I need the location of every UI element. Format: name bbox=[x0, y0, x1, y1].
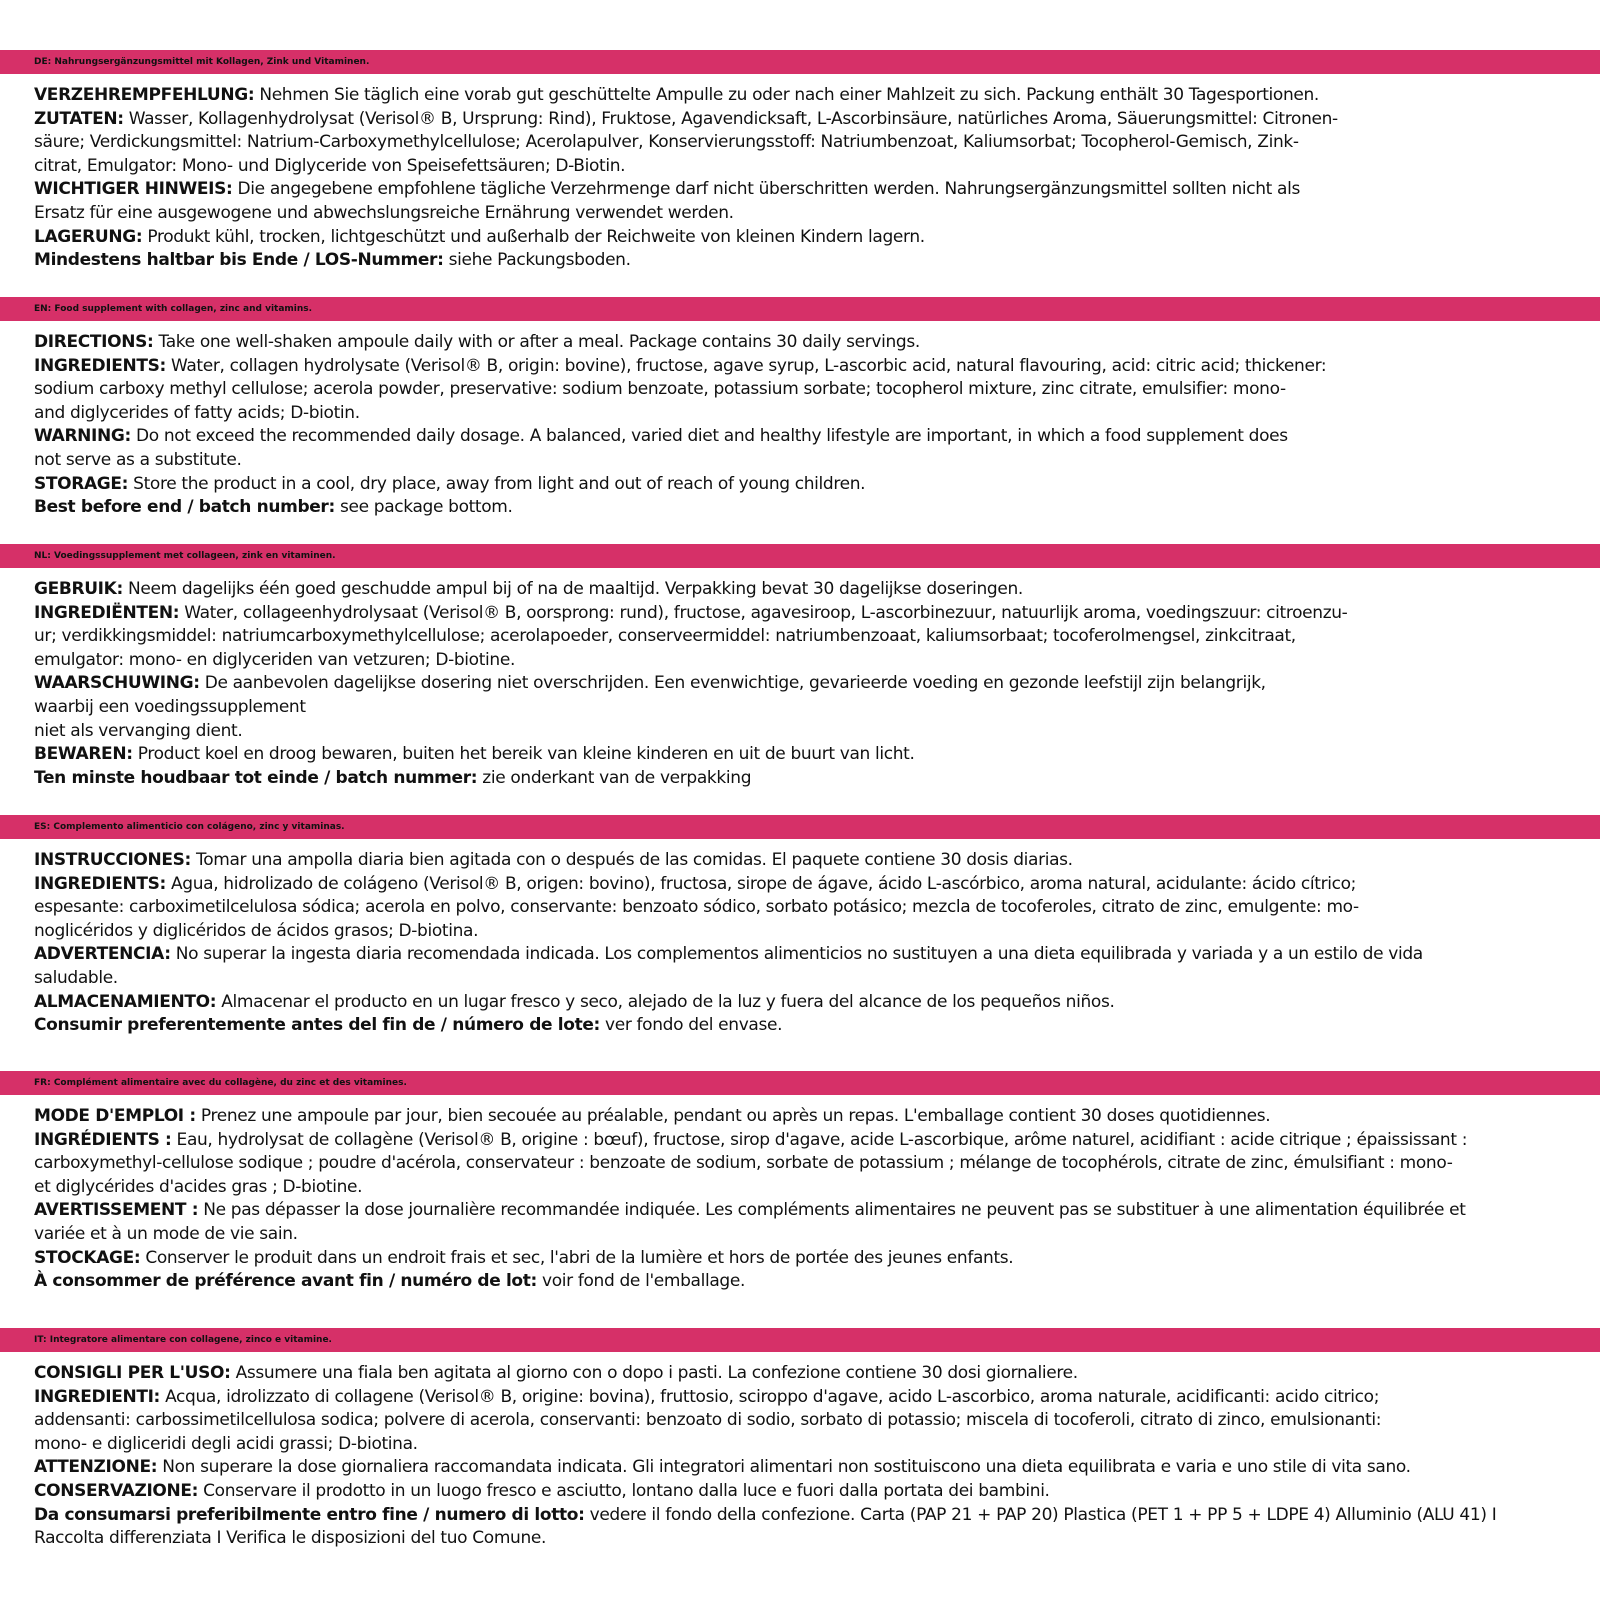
section-header-fr bbox=[0, 1071, 1600, 1095]
field-label: WARNING: bbox=[34, 426, 131, 447]
section-body-nl bbox=[0, 568, 1600, 790]
field-label: INGREDIËNTEN: bbox=[34, 602, 180, 623]
field-text: citrat, Emulgator: Mono- und Diglyceride von Speisefettsäuren; D-Biotin. bbox=[34, 155, 626, 176]
field-label: GEBRUIK: bbox=[34, 579, 123, 599]
text-line bbox=[34, 873, 1566, 897]
section-body-it bbox=[0, 1352, 1600, 1551]
field-label: MODE D'EMPLOI : bbox=[34, 1106, 196, 1126]
field-text: Product koel en droog bewaren, buiten het bereik van kleine kinderen en uit de buurt van licht. bbox=[132, 744, 915, 765]
field-text: siehe Packungsboden. bbox=[443, 250, 631, 271]
text-line bbox=[34, 496, 1566, 520]
section-title: Complément alimentaire avec du collagène, du zinc et des vitamines. bbox=[53, 1078, 407, 1088]
text-line bbox=[34, 943, 1566, 967]
text-line bbox=[34, 578, 1566, 602]
field-label: INGRÉDIENTS : bbox=[34, 1129, 172, 1150]
field-label: WAARSCHUWING: bbox=[34, 673, 200, 694]
text-line bbox=[34, 991, 1566, 1015]
text-line bbox=[34, 425, 1566, 449]
language-code: NL: bbox=[34, 551, 51, 561]
field-text: Ne pas dépasser la dose journalière recommandée indiquée. Les compléments alimentaires ne peuvent pas se substituer à une alimentation équilibrée et bbox=[198, 1200, 1466, 1221]
field-label: ADVERTENCIA: bbox=[34, 944, 171, 965]
language-code: IT: bbox=[34, 1335, 47, 1345]
field-label: Ten minste houdbaar tot einde / batch nummer: bbox=[34, 767, 478, 788]
field-text: Neem dagelijks één goed geschudde ampul bij of na de maaltijd. Verpakking bevat 30 dagelijkse doseringen. bbox=[122, 579, 1023, 599]
field-text: niet als vervanging dient. bbox=[34, 720, 243, 741]
text-line bbox=[34, 355, 1566, 379]
text-line bbox=[34, 1433, 1566, 1457]
field-text: Water, collageenhydrolysaat (Verisol® B, oorsprong: rund), fructose, agavesiroop, L-ascorbinezuur, natuurlijk aroma, voedingszuur: citroenzu- bbox=[179, 602, 1348, 623]
section-body-de bbox=[0, 74, 1600, 273]
field-text: Produkt kühl, trocken, lichtgeschützt und außerhalb der Reichweite von kleinen Kindern lagern. bbox=[142, 226, 925, 247]
field-label: AVERTISSEMENT : bbox=[34, 1200, 199, 1221]
field-text: säure; Verdickungsmittel: Natrium-Carboxymethylcellulose; Acerolapulver, Konservierungsstoff: Natriumbenzoat, Kaliumsorbat; Tocopherol-Gemisch, Zink- bbox=[34, 132, 1299, 153]
section-body-es bbox=[0, 839, 1600, 1038]
language-code: ES: bbox=[34, 822, 51, 832]
field-text: Tomar una ampolla diaria bien agitada con o después de las comidas. El paquete contiene 30 dosis diarias. bbox=[191, 850, 1073, 870]
section-es bbox=[0, 815, 1600, 1038]
language-code: DE: bbox=[34, 57, 52, 67]
field-text: Non superare la dose giornaliera raccomandata indicata. Gli integratori alimentari non sostituiscono una dieta equilibrata e varia e uno stile di vita sano. bbox=[157, 1457, 1411, 1478]
text-line bbox=[34, 249, 1566, 273]
text-line bbox=[34, 649, 1566, 673]
field-text: No superar la ingesta diaria recomendada indicada. Los complementos alimenticios no sustituyen a una dieta equilibrada y variada y a un estilo de vida bbox=[170, 944, 1423, 965]
text-line bbox=[34, 672, 1566, 696]
section-header-de bbox=[0, 50, 1600, 74]
text-line bbox=[34, 720, 1566, 744]
field-text: ur; verdikkingsmiddel: natriumcarboxymethylcellulose; acerolapoeder, conserveermiddel: natriumbenzoaat, kaliumsorbaat; tocoferolmengsel, zinkcitraat, bbox=[34, 626, 1296, 647]
field-text: espesante: carboximetilcelulosa sódica; acerola en polvo, conservante: benzoato sódico, sorbato potásico; mezcla de tocoferoles, citrato de zinc, emulgente: mo- bbox=[34, 897, 1359, 918]
text-line bbox=[34, 1014, 1566, 1038]
field-label: STORAGE: bbox=[34, 473, 129, 494]
section-header-nl bbox=[0, 544, 1600, 568]
text-line bbox=[34, 1270, 1566, 1294]
field-text: Conservare il prodotto in un luogo fresco e asciutto, lontano dalla luce e fuori dalla portata dei bambini. bbox=[198, 1480, 1050, 1501]
section-body-en bbox=[0, 321, 1600, 520]
field-label: DIRECTIONS: bbox=[34, 332, 154, 352]
field-label: CONSERVAZIONE: bbox=[34, 1480, 199, 1501]
field-text: Assumere una fiala ben agitata al giorno con o dopo i pasti. La confezione contiene 30 dosi giornaliere. bbox=[230, 1363, 1078, 1383]
field-label: BEWAREN: bbox=[34, 744, 133, 765]
language-code: EN: bbox=[34, 304, 52, 314]
text-line bbox=[34, 625, 1566, 649]
text-line bbox=[34, 1199, 1566, 1223]
section-nl bbox=[0, 544, 1600, 790]
text-line bbox=[34, 743, 1566, 767]
text-line bbox=[34, 1105, 1566, 1129]
section-body-fr bbox=[0, 1095, 1600, 1294]
field-label: INSTRUCCIONES: bbox=[34, 850, 191, 870]
field-text: waarbij een voedingssupplement bbox=[34, 696, 306, 717]
field-text: Take one well-shaken ampoule daily with or after a meal. Package contains 30 daily servings. bbox=[153, 332, 920, 352]
field-label: VERZEHREMPFEHLUNG: bbox=[34, 85, 255, 105]
field-text: sodium carboxy methyl cellulose; acerola powder, preservative: sodium benzoate, potassium sorbate; tocopherol mixture, zinc citrate, emulsifier: mono- bbox=[34, 379, 1286, 400]
field-text: Ersatz für eine ausgewogene und abwechslungsreiche Ernährung verwendet werden. bbox=[34, 202, 734, 223]
text-line bbox=[34, 402, 1566, 426]
field-text: Do not exceed the recommended daily dosage. A balanced, varied diet and healthy lifestyle are important, in which a food supplement does bbox=[130, 426, 1288, 447]
field-label: STOCKAGE: bbox=[34, 1247, 141, 1268]
field-label: INGREDIENTS: bbox=[34, 355, 166, 376]
text-line bbox=[34, 1527, 1566, 1551]
field-text: ver fondo del envase. bbox=[599, 1015, 783, 1036]
section-title: Voedingssupplement met collageen, zink en vitaminen. bbox=[54, 551, 336, 561]
field-label: À consommer de préférence avant fin / numéro de lot: bbox=[34, 1271, 537, 1292]
field-text: Conserver le produit dans un endroit frais et sec, l'abri de la lumière et hors de portée des jeunes enfants. bbox=[140, 1247, 1014, 1268]
text-line bbox=[34, 1152, 1566, 1176]
field-label: WICHTIGER HINWEIS: bbox=[34, 179, 233, 200]
field-text: Store the product in a cool, dry place, away from light and out of reach of young children. bbox=[128, 473, 866, 494]
field-text: not serve as a substitute. bbox=[34, 449, 242, 470]
text-line bbox=[34, 1456, 1566, 1480]
field-label: INGREDIENTS: bbox=[34, 873, 166, 894]
field-text: Raccolta differenziata I Verifica le disposizioni del tuo Comune. bbox=[34, 1528, 547, 1549]
text-line bbox=[34, 155, 1566, 179]
section-title: Integratore alimentare con collagene, zinco e vitamine. bbox=[49, 1335, 332, 1345]
section-title: Food supplement with collagen, zinc and vitamins. bbox=[54, 304, 313, 314]
text-line bbox=[34, 602, 1566, 626]
section-title: Nahrungsergänzungsmittel mit Kollagen, Zink und Vitaminen. bbox=[54, 57, 370, 67]
section-header-es bbox=[0, 815, 1600, 839]
text-line bbox=[34, 920, 1566, 944]
text-line bbox=[34, 449, 1566, 473]
text-line bbox=[34, 1362, 1566, 1386]
field-text: Acqua, idrolizzato di collagene (Verisol® B, origine: bovina), fruttosio, sciroppo d'agave, acido L-ascorbico, aroma naturale, acidificanti: acido citrico; bbox=[160, 1386, 1380, 1407]
text-line bbox=[34, 1409, 1566, 1433]
text-line bbox=[34, 1504, 1566, 1528]
field-label: Consumir preferentemente antes del fin de / número de lote: bbox=[34, 1015, 600, 1036]
field-label: INGREDIENTI: bbox=[34, 1386, 161, 1407]
section-de bbox=[0, 50, 1600, 273]
text-line bbox=[34, 896, 1566, 920]
field-label: Best before end / batch number: bbox=[34, 497, 335, 518]
text-line bbox=[34, 849, 1566, 873]
field-text: Eau, hydrolysat de collagène (Verisol® B, origine : bœuf), fructose, sirop d'agave, acide L-ascorbique, arôme naturel, acidifiant : acide citrique ; épaississant : bbox=[171, 1129, 1468, 1150]
field-text: Almacenar el producto en un lugar fresco y seco, alejado de la luz y fuera del alcance de los pequeños niños. bbox=[216, 991, 1115, 1012]
field-label: Mindestens haltbar bis Ende / LOS-Nummer: bbox=[34, 250, 444, 271]
text-line bbox=[34, 1176, 1566, 1200]
text-line bbox=[34, 1247, 1566, 1271]
text-line bbox=[34, 1223, 1566, 1247]
section-header-en bbox=[0, 297, 1600, 321]
field-text: noglicéridos y diglicéridos de ácidos grasos; D-biotina. bbox=[34, 920, 479, 941]
field-text: zie onderkant van de verpakking bbox=[477, 767, 752, 788]
field-text: carboxymethyl-cellulose sodique ; poudre d'acérola, conservateur : benzoate de sodium, sorbate de potassium ; mélange de tocophérols, citrate de zinc, émulsifiant : mono- bbox=[34, 1153, 1453, 1174]
text-line bbox=[34, 1386, 1566, 1410]
language-code: FR: bbox=[34, 1078, 51, 1088]
text-line bbox=[34, 378, 1566, 402]
section-header-it bbox=[0, 1328, 1600, 1352]
field-text: emulgator: mono- en diglyceriden van vetzuren; D-biotine. bbox=[34, 649, 516, 670]
text-line bbox=[34, 84, 1566, 108]
field-text: Die angegebene empfohlene tägliche Verzehrmenge darf nicht überschritten werden. Nahrungsergänzungsmittel sollten nicht als bbox=[232, 179, 1300, 200]
text-line bbox=[34, 1480, 1566, 1504]
text-line bbox=[34, 967, 1566, 991]
field-text: et diglycérides d'acides gras ; D-biotine. bbox=[34, 1176, 363, 1197]
field-text: addensanti: carbossimetilcellulosa sodica; polvere di acerola, conservanti: benzoato di sodio, sorbato di potassio; miscela di tocoferoli, citrato di zinco, emulsionanti: bbox=[34, 1410, 1382, 1431]
text-line bbox=[34, 178, 1566, 202]
field-label: ATTENZIONE: bbox=[34, 1457, 158, 1478]
field-text: voir fond de l'emballage. bbox=[536, 1271, 746, 1292]
field-text: Nehmen Sie täglich eine vorab gut geschüttelte Ampulle zu oder nach einer Mahlzeit zu sich. Packung enthält 30 Tagesportionen. bbox=[254, 85, 1319, 105]
field-label: LAGERUNG: bbox=[34, 226, 143, 247]
section-it bbox=[0, 1328, 1600, 1551]
section-title: Complemento alimenticio con colágeno, zinc y vitaminas. bbox=[53, 822, 345, 832]
text-line bbox=[34, 767, 1566, 791]
text-line bbox=[34, 331, 1566, 355]
field-text: mono- e digliceridi degli acidi grassi; D-biotina. bbox=[34, 1433, 418, 1454]
field-label: CONSIGLI PER L'USO: bbox=[34, 1363, 231, 1383]
text-line bbox=[34, 108, 1566, 132]
field-text: De aanbevolen dagelijkse dosering niet overschrijden. Een evenwichtige, gevarieerde voeding en gezonde leefstijl zijn belangrijk, bbox=[199, 673, 1266, 694]
text-line bbox=[34, 202, 1566, 226]
field-text: Prenez une ampoule par jour, bien secouée au préalable, pendant ou après un repas. L'emballage contient 30 doses quotidiennes. bbox=[195, 1106, 1271, 1126]
field-label: ZUTATEN: bbox=[34, 108, 124, 129]
field-text: Agua, hidrolizado de colágeno (Verisol® B, origen: bovino), fructosa, sirope de ágave, ácido L-ascórbico, aroma natural, acidulante: ácido cítrico; bbox=[165, 873, 1357, 894]
field-text: see package bottom. bbox=[334, 497, 513, 518]
field-text: Wasser, Kollagenhydrolysat (Verisol® B, Ursprung: Rind), Fruktose, Agavendicksaft, L-Ascorbinsäure, natürliches Aroma, Säuerungsmittel: Citronen- bbox=[123, 108, 1338, 129]
field-text: Water, collagen hydrolysate (Verisol® B, origin: bovine), fructose, agave syrup, L-ascorbic acid, natural flavouring, acid: citric acid; thickener: bbox=[165, 355, 1327, 376]
field-text: variée et à un mode de vie sain. bbox=[34, 1223, 298, 1244]
text-line bbox=[34, 131, 1566, 155]
section-fr bbox=[0, 1071, 1600, 1294]
field-text: vedere il fondo della confezione. Carta (PAP 21 + PAP 20) Plastica (PET 1 + PP 5 + LDPE 4) Alluminio (ALU 41) I bbox=[584, 1504, 1497, 1525]
text-line bbox=[34, 226, 1566, 250]
field-label: ALMACENAMIENTO: bbox=[34, 991, 217, 1012]
field-text: saludable. bbox=[34, 967, 118, 988]
text-line bbox=[34, 473, 1566, 497]
field-label: Da consumarsi preferibilmente entro fine / numero di lotto: bbox=[34, 1504, 585, 1525]
section-en bbox=[0, 297, 1600, 520]
field-text: and diglycerides of fatty acids; D-biotin. bbox=[34, 402, 360, 423]
text-line bbox=[34, 1129, 1566, 1153]
text-line bbox=[34, 696, 1566, 720]
